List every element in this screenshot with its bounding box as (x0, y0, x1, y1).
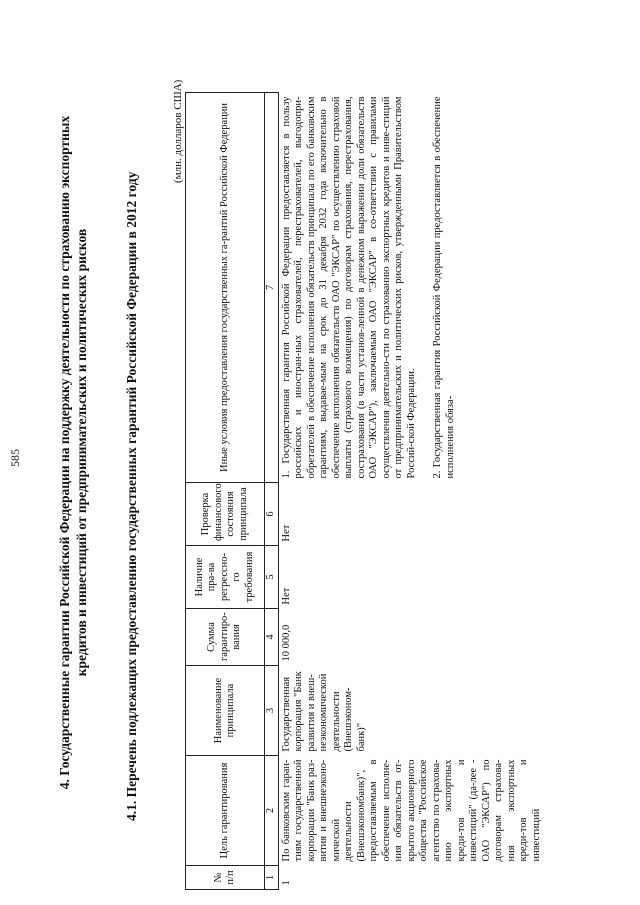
row-regress: Нет (280, 587, 292, 605)
row-principal: Государственная корпорация "Банк развития и внеш-неэкономической деятельности (Внешэконом-банк)" (280, 671, 367, 752)
section-heading-line-2: кредитов и инвестиций от предпринимательских и политических рисков (74, 228, 89, 677)
header-regress: Наличие пра-ва регрессно-го требования (186, 546, 265, 609)
section-heading (56, 0, 90, 905)
subsection-heading: 4.1. Перечень подлежащих предоставлению государственных гарантий Российской Федерации в 2012 году (124, 171, 139, 821)
header-principal: Наименование принципала (186, 666, 265, 756)
column-number: 1 (265, 866, 279, 890)
table-header-row (186, 93, 265, 890)
row-goal: По банковским гаран-тиям государственной корпорации "Банк раз-вития и внешнеэконо-мической деятельности (Внешэкономбанк)", предоставляемым в обеспечение исполне-ния обязательств от-крытого акционерного общества "Российское агентство по страхова-нию экспортных креди-тов и инвестиций" (да-лее - ОАО "ЭКСАР") по договорам страхова-ния экспортных креди-тов и инвестиций (280, 759, 542, 862)
row-conditions (278, 93, 545, 483)
header-goal: Цель гарантирования (186, 756, 265, 866)
condition-2: 2. Государственная гарантия Российской Федерации предоставляется в обеспечение исполнения обяза- (432, 96, 456, 479)
units-label: (млн. долларов США) (172, 79, 184, 183)
row-amount: 10 000,0 (280, 624, 292, 662)
row-number: 1 (280, 880, 292, 886)
header-check: Проверка финансового состояния принципала (186, 483, 265, 546)
page-number: 585 (8, 449, 22, 467)
column-number: 2 (265, 756, 279, 866)
column-number-row (265, 93, 279, 890)
guarantees-table (185, 92, 545, 890)
header-conditions: Иные условия предоставления государственных га-рантий Российской Федерации (186, 93, 265, 483)
column-number: 5 (265, 546, 279, 609)
column-number: 6 (265, 483, 279, 546)
header-num: № п/п (186, 866, 265, 890)
row-check: Нет (280, 524, 292, 542)
header-amount: Сумма гарантиро-вания (186, 609, 265, 666)
table-row (278, 93, 545, 890)
column-number: 7 (265, 93, 279, 483)
column-number: 3 (265, 666, 279, 756)
column-number: 4 (265, 609, 279, 666)
section-heading-line-1: 4. Государственные гарантии Российской Федерации на поддержку деятельности по страхованию экспортных (57, 115, 72, 790)
condition-1: 1. Государственная гарантия Российской Федерации предоставляется в пользу российских и иностран-ных страхователей, перестрахователей, выгодопри-обретателей в обеспечение исполнения обязательств принципала по его банковским гарантиям, выдавае-мым на срок до 31 декабря 2032 года включительно в обеспечение исполнения обязательств ОАО "ЭКСАР" по осуществлению страховой выплаты (страхового возмещения) по договорам страхования, перестрахования, сострахования (в части установ-ленной в денежном выражении доли обязательств ОАО "ЭКСАР"), заключаемым ОАО "ЭКСАР" в со-ответствии с правилами осуществления деятельно-сти по страхованию экспортных кредитов и инве-стиций от предпринимательских и политических рисков, утвержденными Правительством Россий-ской Федерации. (280, 96, 417, 479)
